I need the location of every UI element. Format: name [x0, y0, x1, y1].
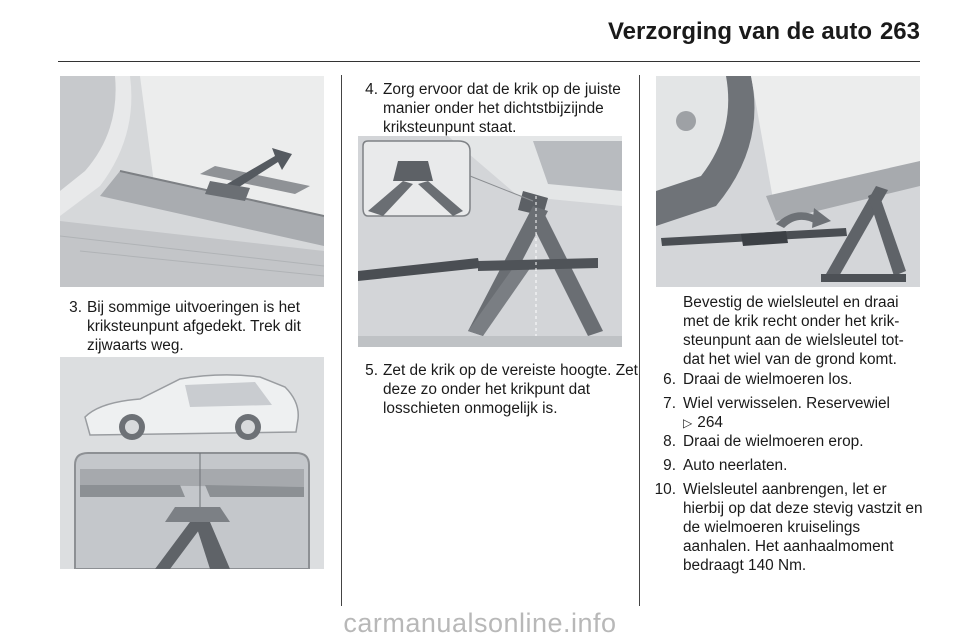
illustration-sill-cover: [60, 76, 324, 287]
step-number: 8.: [663, 433, 676, 450]
step-7: [660, 394, 922, 434]
illustration-jack-support-point: [358, 136, 622, 347]
step-text: Wiel verwisselen. Reservewiel: [683, 395, 890, 412]
step-number: 6.: [663, 371, 676, 388]
illustration-car-jack-position: [60, 357, 324, 569]
step-number: 3.: [69, 299, 82, 316]
step-text: Zet de krik op de vereiste hoogte. Zet deze zo onder het krikpunt dat losschieten onmogelijk is.: [383, 362, 638, 417]
column-divider-right: [639, 75, 640, 606]
step-text: Wielsleutel aanbrengen, let er hierbij op dat deze stevig vastzit en de wielmoeren kruiselings aanhalen. Het aanhaalmoment bedraagt 140 Nm.: [683, 481, 923, 574]
watermark: carmanualsonline.info: [343, 608, 617, 638]
step-text-wrap: [683, 394, 923, 433]
illustration-raising-vehicle: [656, 76, 920, 287]
step-3: [66, 298, 336, 358]
instruction-paragraph: Bevestig de wielsleutel en draai met de krik recht onder het krik-steunpunt aan de wielsleutel tot-dat het wiel van de grond komt.: [683, 294, 904, 368]
page-number: 263: [879, 18, 920, 45]
column-divider-left: [341, 75, 342, 606]
step-text: Bij sommige uitvoeringen is het kriksteunpunt afgedekt. Trek dit zijwaarts weg.: [87, 299, 301, 354]
step-number: 5.: [365, 362, 378, 379]
step-number: 9.: [663, 457, 676, 474]
step-9: [660, 456, 922, 476]
page-reference: 264: [697, 414, 723, 431]
step-number: 10.: [654, 481, 676, 498]
step-text: Draai de wielmoeren erop.: [683, 433, 864, 450]
step-5: [362, 361, 637, 421]
cross-reference-arrow-icon: ▷: [683, 416, 693, 430]
step-text: Auto neerlaten.: [683, 457, 788, 474]
page-title: Verzorging van de auto: [607, 18, 872, 45]
step-6: [660, 370, 922, 390]
header-rule: [58, 61, 920, 62]
page-header: [0, 0, 960, 62]
step-text: Zorg ervoor dat de krik op de juiste manier onder het dichtstbijzijnde kriksteunpunt staat.: [383, 81, 621, 136]
step-number: 7.: [663, 395, 676, 412]
step-8: [660, 432, 922, 452]
step-text: Draai de wielmoeren los.: [683, 371, 853, 388]
step-10: [652, 480, 922, 580]
step-4: [362, 80, 637, 140]
step-number: 4.: [365, 81, 378, 98]
